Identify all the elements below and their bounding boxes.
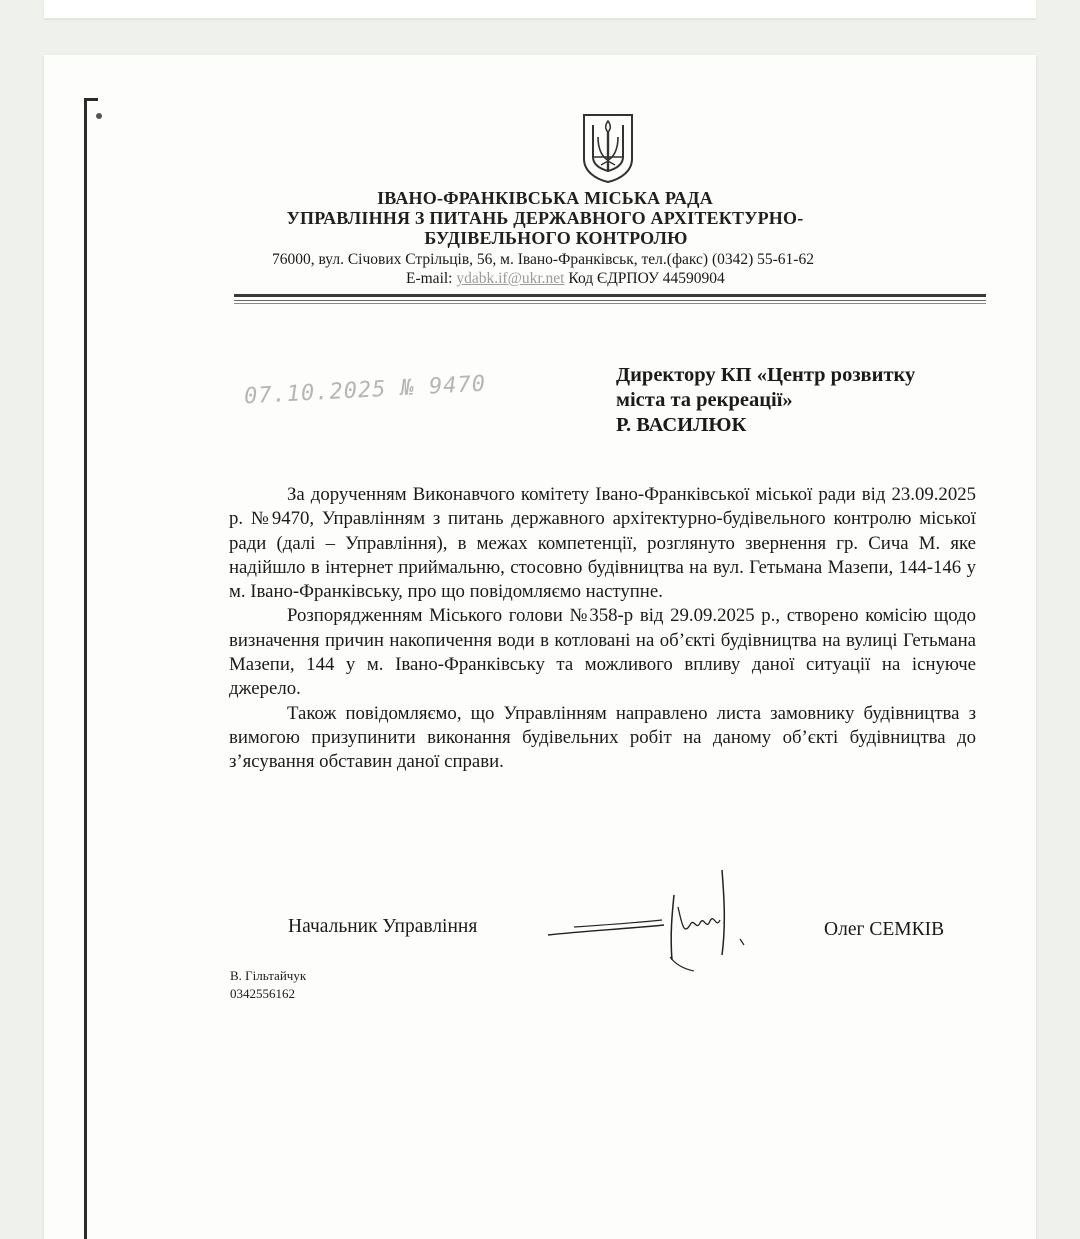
header-rule-thin xyxy=(234,300,986,301)
previous-page-edge xyxy=(44,0,1036,19)
addressee-line-1: Директору КП «Центр розвитку xyxy=(616,364,916,386)
header-department-line2: БУДІВЕЛЬНОГО КОНТРОЛЮ xyxy=(424,228,688,248)
edrpou-code: Код ЄДРПОУ 44590904 xyxy=(568,270,725,287)
executor-name: В. Гільтайчук xyxy=(230,968,307,983)
document-page xyxy=(44,55,1036,1239)
executor-phone: 0342556162 xyxy=(230,986,295,1001)
scan-edge-bar xyxy=(84,98,87,1239)
body-paragraph-2: Розпорядженням Міського голови №358-р від 29.09.2025 р., створено комісію щодо визначення причин накопичення води в котловані на об’єкті будівництва на вулиці Гетьмана Мазепи, 144 у м. Івано-Франківську та можливого впливу даної ситуації на існуюче джерело. xyxy=(229,605,976,700)
body-paragraph-3: Також повідомляємо, що Управлінням направлено листа замовнику будівництва з вимогою призупинити виконання будівельних робіт на даному об’єкті будівництва до з’ясування обставин даної справи. xyxy=(229,702,976,773)
letter-body xyxy=(229,483,976,775)
signatory-title: Начальник Управління xyxy=(288,916,478,937)
signatory-name: Олег СЕМКІВ xyxy=(824,919,945,940)
header-contact-line xyxy=(406,270,725,288)
addressee-block xyxy=(616,363,915,438)
scan-edge-tick xyxy=(84,98,98,101)
header-address: 76000, вул. Січових Стрільців, 56, м. Івано-Франківськ, тел.(факс) (0342) 55-61-62 xyxy=(272,251,814,268)
addressee-line-2: міста та рекреації» xyxy=(616,389,793,411)
registration-stamp: 07.10.2025 № 9470 xyxy=(243,371,487,410)
body-paragraph-1: За дорученням Виконавчого комітету Івано-Франківської міської ради від 23.09.2025 р. №9470, Управлінням з питань державного архітектурно-будівельного контролю міської ради (далі – Управління), в межах компетенції, розглянуто звернення гр. Сича М. яке надійшло в інтернет приймальню, стосовно будівництва на вул. Гетьмана Мазепи, 144-146 у м. Івано-Франківську, про що повідомляємо наступне. xyxy=(229,484,976,603)
header-council-name: ІВАНО-ФРАНКІВСЬКА МІСЬКА РАДА xyxy=(377,188,713,208)
addressee-line-3: Р. ВАСИЛЮК xyxy=(616,414,747,436)
email-label: E-mail: xyxy=(406,270,453,287)
coat-of-arms-icon xyxy=(581,113,635,183)
header-rule-thick xyxy=(234,294,986,297)
executor-block xyxy=(230,967,306,1003)
header-rule-hairline xyxy=(234,303,986,304)
header-department-line1: УПРАВЛІННЯ З ПИТАНЬ ДЕРЖАВНОГО АРХІТЕКТУРНО- xyxy=(286,208,804,228)
handwritten-signature xyxy=(544,865,754,975)
email-link[interactable]: ydabk.if@ukr.net xyxy=(456,270,565,287)
punch-hole xyxy=(96,113,102,119)
